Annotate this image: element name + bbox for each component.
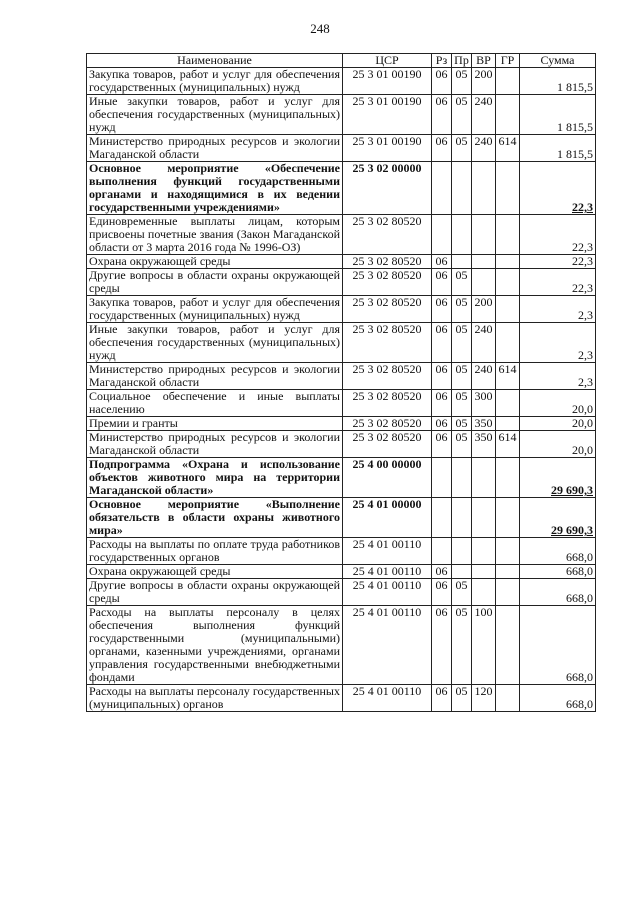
row-rz: 06: [432, 135, 452, 162]
row-name: Иные закупки товаров, работ и услуг для обеспечения государственных (муниципальных) нужд: [87, 95, 343, 135]
row-pr: 05: [452, 685, 472, 712]
row-gr: 614: [496, 135, 520, 162]
row-csr: 25 3 02 00000: [343, 162, 432, 215]
row-gr: [496, 565, 520, 579]
row-name: Расходы на выплаты персоналу в целях обеспечения выполнения функций государственными (муниципальными) органами, казенными учреждениями, органами управления государственными внебюджетными фондами: [87, 606, 343, 685]
row-rz: 06: [432, 417, 452, 431]
row-name: Министерство природных ресурсов и экологии Магаданской области: [87, 431, 343, 458]
row-csr: 25 4 01 00110: [343, 606, 432, 685]
row-name: Закупка товаров, работ и услуг для обеспечения государственных (муниципальных) нужд: [87, 296, 343, 323]
row-gr: [496, 162, 520, 215]
table-row: [87, 363, 596, 390]
row-gr: [496, 606, 520, 685]
row-vr: [472, 538, 496, 565]
row-gr: [496, 323, 520, 363]
row-name: Министерство природных ресурсов и экологии Магаданской области: [87, 363, 343, 390]
row-name: Подпрограмма «Охрана и использование объектов животного мира на территории Магаданской области»: [87, 458, 343, 498]
budget-table: [86, 53, 596, 712]
row-name: Единовременные выплаты лицам, которым присвоены почетные звания (Закон Магаданской области от 3 марта 2016 года № 1996-ОЗ): [87, 215, 343, 255]
row-pr: 05: [452, 431, 472, 458]
row-csr: 25 4 01 00110: [343, 579, 432, 606]
table-row: [87, 417, 596, 431]
row-vr: [472, 565, 496, 579]
row-sum: 22,3: [520, 269, 596, 296]
row-gr: [496, 417, 520, 431]
row-csr: 25 4 01 00110: [343, 565, 432, 579]
row-vr: [472, 498, 496, 538]
table-row: [87, 498, 596, 538]
table-row: [87, 269, 596, 296]
row-rz: [432, 162, 452, 215]
row-vr: 120: [472, 685, 496, 712]
row-vr: 350: [472, 417, 496, 431]
row-sum: 2,3: [520, 363, 596, 390]
row-csr: 25 4 01 00000: [343, 498, 432, 538]
row-pr: [452, 538, 472, 565]
row-name: Другие вопросы в области охраны окружающей среды: [87, 579, 343, 606]
row-pr: 05: [452, 579, 472, 606]
row-sum: 1 815,5: [520, 95, 596, 135]
row-vr: [472, 162, 496, 215]
row-csr: 25 4 01 00110: [343, 685, 432, 712]
row-sum: 20,0: [520, 390, 596, 417]
row-sum: 29 690,3: [520, 498, 596, 538]
row-gr: [496, 296, 520, 323]
row-csr: 25 4 01 00110: [343, 538, 432, 565]
table-row: [87, 135, 596, 162]
row-rz: 06: [432, 323, 452, 363]
row-pr: 05: [452, 68, 472, 95]
row-csr: 25 3 01 00190: [343, 95, 432, 135]
table-row: [87, 579, 596, 606]
row-vr: [472, 579, 496, 606]
row-gr: [496, 215, 520, 255]
row-gr: [496, 68, 520, 95]
row-name: Основное мероприятие «Выполнение обязательств в области охраны животного мира»: [87, 498, 343, 538]
row-vr: 240: [472, 363, 496, 390]
table-row: [87, 215, 596, 255]
row-pr: 05: [452, 363, 472, 390]
row-vr: 200: [472, 296, 496, 323]
row-vr: [472, 215, 496, 255]
row-sum: 668,0: [520, 685, 596, 712]
table-row: [87, 606, 596, 685]
row-name: Расходы на выплаты персоналу государственных (муниципальных) органов: [87, 685, 343, 712]
row-rz: 06: [432, 565, 452, 579]
row-pr: 05: [452, 296, 472, 323]
row-pr: 05: [452, 417, 472, 431]
row-gr: 614: [496, 431, 520, 458]
row-name: Расходы на выплаты по оплате труда работников государственных органов: [87, 538, 343, 565]
table-header-row: [87, 54, 596, 68]
row-csr: 25 3 01 00190: [343, 68, 432, 95]
row-vr: [472, 458, 496, 498]
row-vr: 350: [472, 431, 496, 458]
row-rz: 06: [432, 296, 452, 323]
row-name: Охрана окружающей среды: [87, 255, 343, 269]
row-csr: 25 4 00 00000: [343, 458, 432, 498]
row-sum: 22,3: [520, 215, 596, 255]
row-rz: 06: [432, 685, 452, 712]
row-gr: [496, 498, 520, 538]
row-pr: [452, 255, 472, 269]
row-rz: 06: [432, 269, 452, 296]
row-csr: 25 3 02 80520: [343, 215, 432, 255]
row-gr: [496, 579, 520, 606]
row-gr: [496, 269, 520, 296]
row-sum: 668,0: [520, 579, 596, 606]
table-row: [87, 458, 596, 498]
row-csr: 25 3 01 00190: [343, 135, 432, 162]
row-rz: [432, 458, 452, 498]
row-csr: 25 3 02 80520: [343, 296, 432, 323]
row-sum: 20,0: [520, 431, 596, 458]
row-rz: 06: [432, 255, 452, 269]
table-row: [87, 68, 596, 95]
header-name: Наименование: [87, 54, 343, 68]
row-gr: [496, 390, 520, 417]
row-csr: 25 3 02 80520: [343, 255, 432, 269]
table-row: [87, 255, 596, 269]
table-row: [87, 390, 596, 417]
header-csr: ЦСР: [343, 54, 432, 68]
row-rz: [432, 215, 452, 255]
table-row: [87, 538, 596, 565]
row-pr: 05: [452, 390, 472, 417]
row-pr: [452, 565, 472, 579]
row-vr: 240: [472, 95, 496, 135]
row-gr: [496, 685, 520, 712]
row-rz: 06: [432, 431, 452, 458]
row-name: Основное мероприятие «Обеспечение выполнения функций государственными органами и находящимися в их ведении государственными учреждениями»: [87, 162, 343, 215]
row-sum: 2,3: [520, 296, 596, 323]
row-sum: 668,0: [520, 606, 596, 685]
row-name: Другие вопросы в области охраны окружающей среды: [87, 269, 343, 296]
row-sum: 29 690,3: [520, 458, 596, 498]
row-pr: [452, 458, 472, 498]
row-rz: 06: [432, 579, 452, 606]
row-rz: 06: [432, 95, 452, 135]
row-rz: 06: [432, 363, 452, 390]
header-sum: Сумма: [520, 54, 596, 68]
row-gr: 614: [496, 363, 520, 390]
row-csr: 25 3 02 80520: [343, 431, 432, 458]
row-gr: [496, 95, 520, 135]
row-pr: 05: [452, 606, 472, 685]
table-row: [87, 162, 596, 215]
row-sum: 668,0: [520, 565, 596, 579]
header-vr: ВР: [472, 54, 496, 68]
row-pr: [452, 162, 472, 215]
row-name: Охрана окружающей среды: [87, 565, 343, 579]
row-sum: 20,0: [520, 417, 596, 431]
row-csr: 25 3 02 80520: [343, 390, 432, 417]
row-vr: 240: [472, 135, 496, 162]
row-rz: 06: [432, 68, 452, 95]
row-pr: 05: [452, 269, 472, 296]
header-gr: ГР: [496, 54, 520, 68]
row-name: Министерство природных ресурсов и экологии Магаданской области: [87, 135, 343, 162]
row-sum: 668,0: [520, 538, 596, 565]
row-gr: [496, 458, 520, 498]
row-vr: 100: [472, 606, 496, 685]
table-row: [87, 296, 596, 323]
row-pr: [452, 215, 472, 255]
row-pr: [452, 498, 472, 538]
row-vr: [472, 269, 496, 296]
row-rz: [432, 498, 452, 538]
row-name: Закупка товаров, работ и услуг для обеспечения государственных (муниципальных) нужд: [87, 68, 343, 95]
header-rz: Рз: [432, 54, 452, 68]
row-rz: 06: [432, 390, 452, 417]
row-vr: [472, 255, 496, 269]
row-name: Иные закупки товаров, работ и услуг для обеспечения государственных (муниципальных) нужд: [87, 323, 343, 363]
row-rz: [432, 538, 452, 565]
table-row: [87, 431, 596, 458]
table-row: [87, 323, 596, 363]
row-gr: [496, 255, 520, 269]
row-csr: 25 3 02 80520: [343, 363, 432, 390]
header-pr: Пр: [452, 54, 472, 68]
row-csr: 25 3 02 80520: [343, 323, 432, 363]
row-sum: 1 815,5: [520, 135, 596, 162]
row-vr: 200: [472, 68, 496, 95]
page-number: 248: [310, 21, 330, 36]
row-sum: 2,3: [520, 323, 596, 363]
table-row: [87, 565, 596, 579]
row-sum: 1 815,5: [520, 68, 596, 95]
row-csr: 25 3 02 80520: [343, 269, 432, 296]
row-vr: 240: [472, 323, 496, 363]
row-pr: 05: [452, 95, 472, 135]
row-sum: 22,3: [520, 162, 596, 215]
row-csr: 25 3 02 80520: [343, 417, 432, 431]
row-rz: 06: [432, 606, 452, 685]
row-gr: [496, 538, 520, 565]
row-sum: 22,3: [520, 255, 596, 269]
row-name: Премии и гранты: [87, 417, 343, 431]
row-name: Социальное обеспечение и иные выплаты населению: [87, 390, 343, 417]
row-pr: 05: [452, 135, 472, 162]
table-row: [87, 95, 596, 135]
row-vr: 300: [472, 390, 496, 417]
row-pr: 05: [452, 323, 472, 363]
table-row: [87, 685, 596, 712]
